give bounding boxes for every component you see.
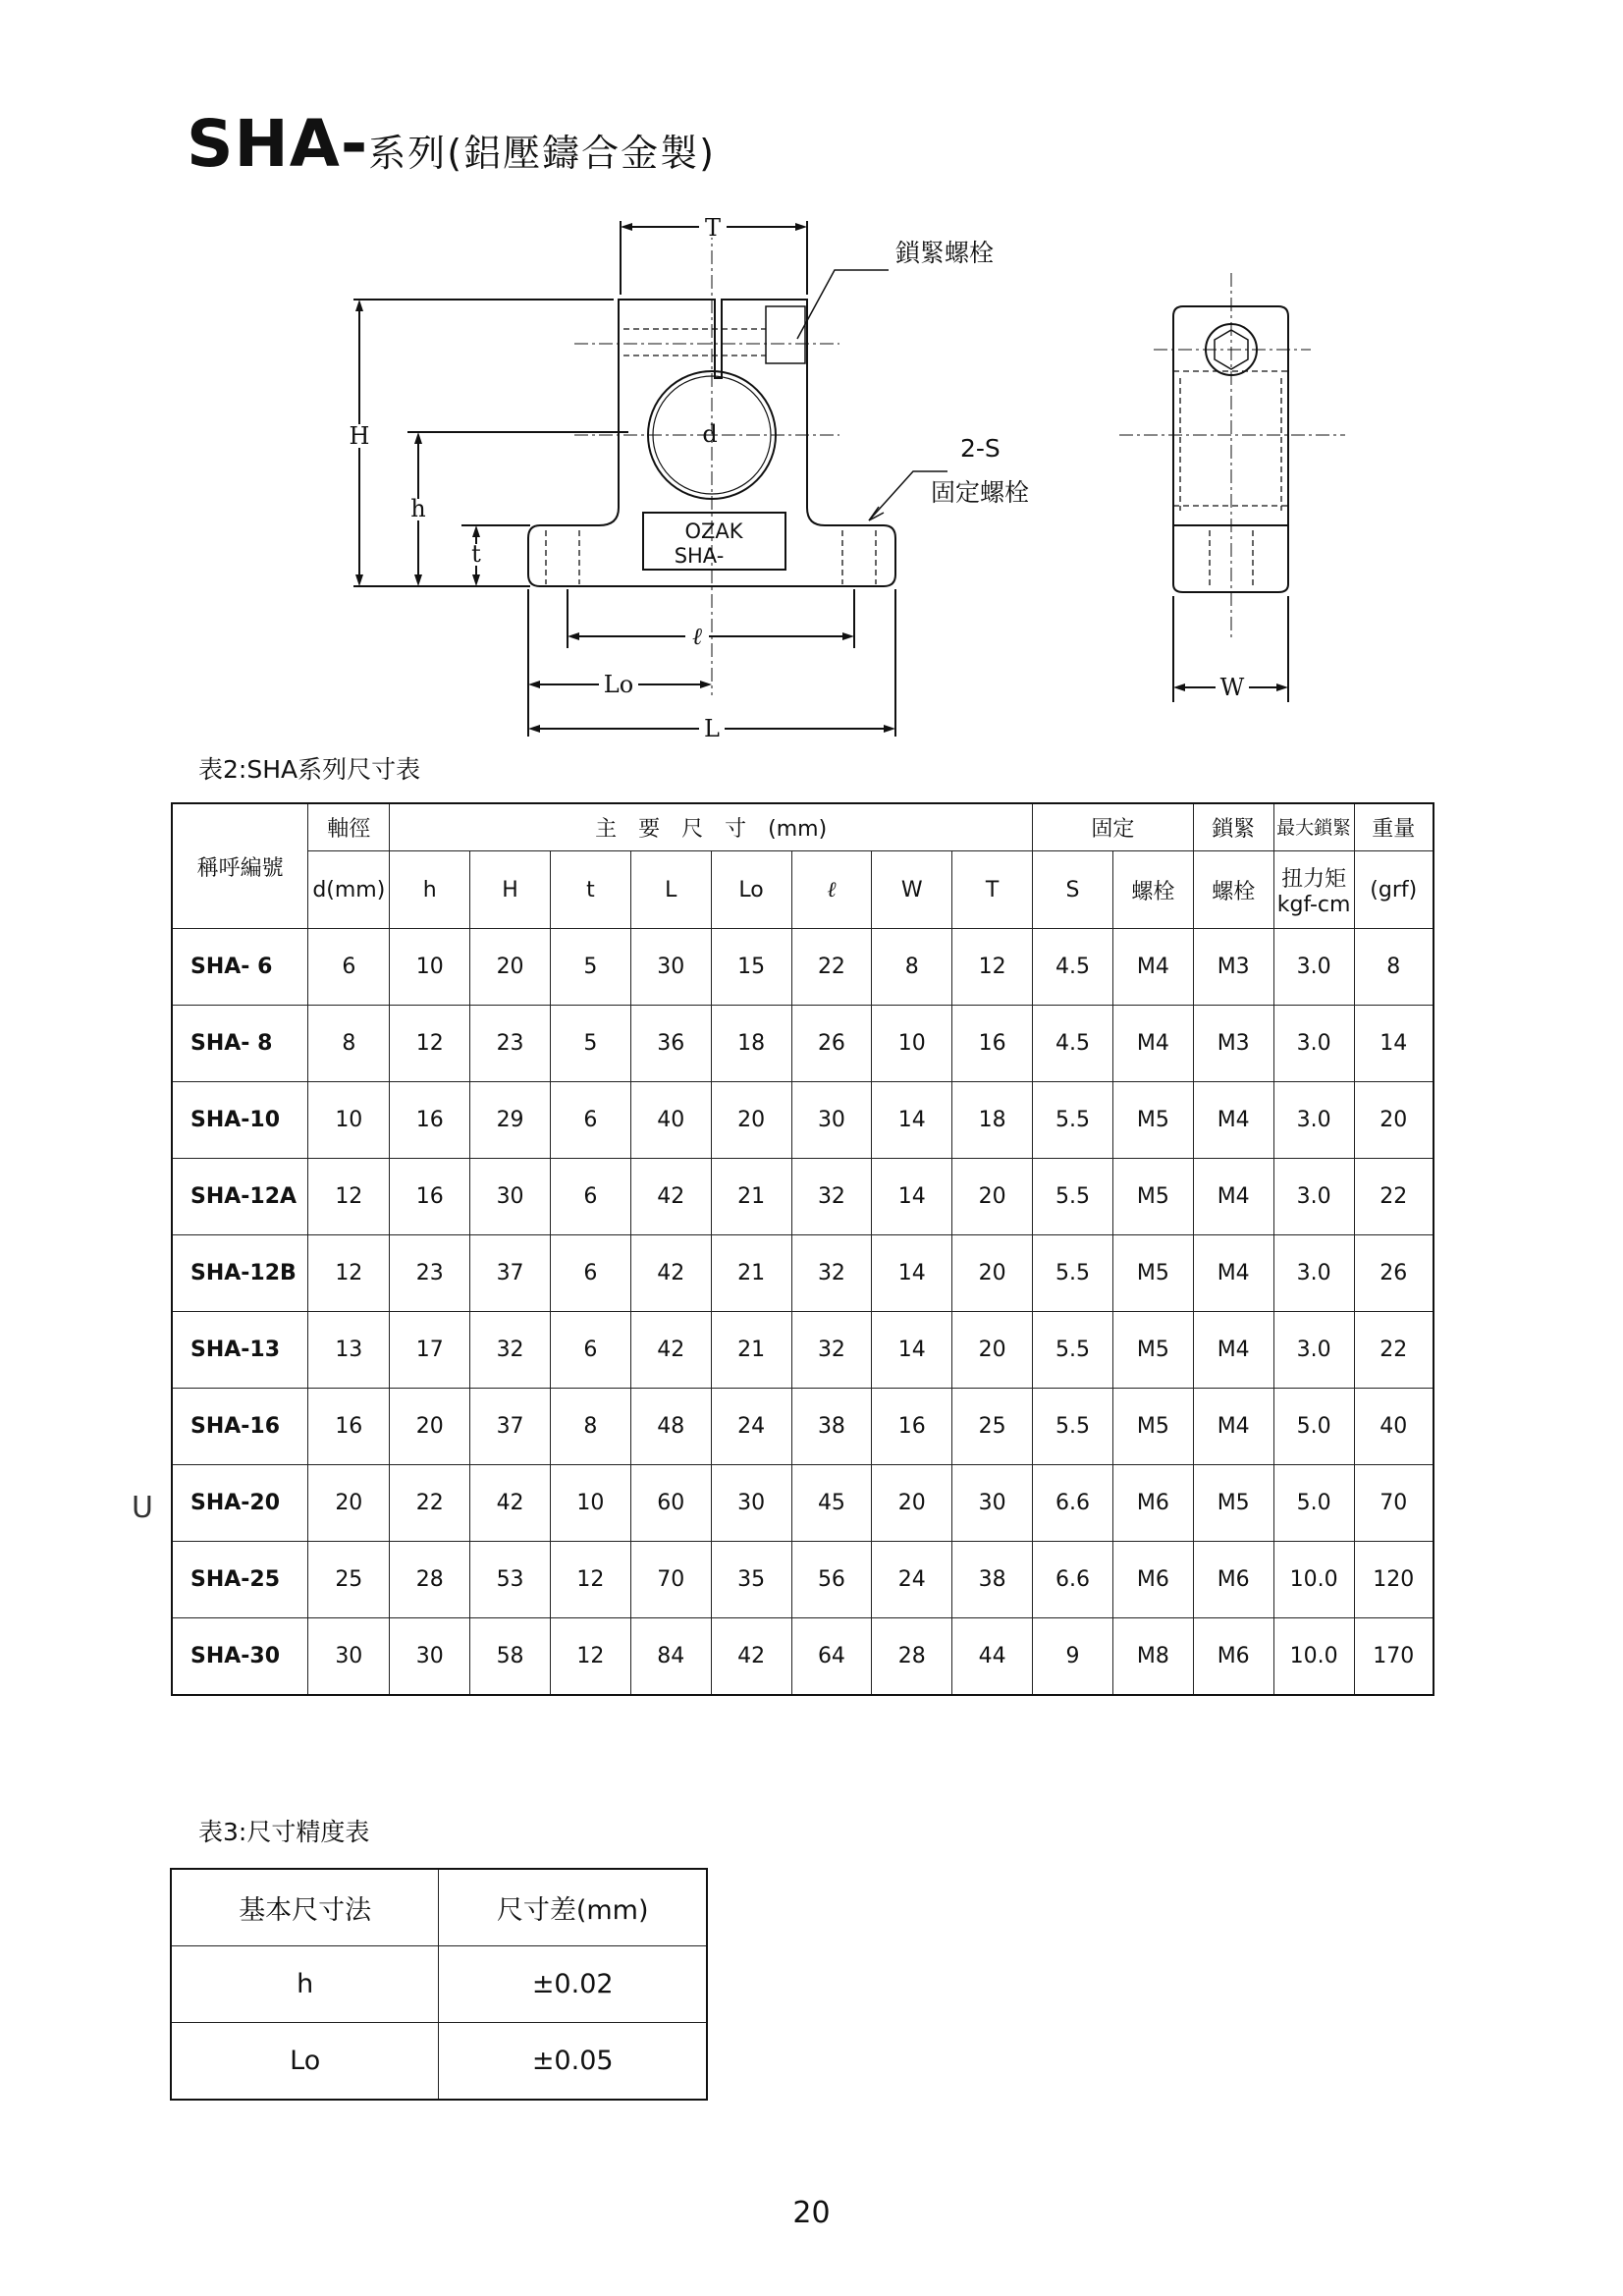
header-col: ℓ bbox=[791, 851, 872, 929]
dim-label-h: h bbox=[410, 495, 426, 522]
table-cell: 70 bbox=[630, 1542, 711, 1618]
table-cell: M6 bbox=[1112, 1542, 1193, 1618]
model-code-cell: SHA-13 bbox=[172, 1312, 308, 1389]
series-name: SHA- bbox=[187, 106, 369, 182]
dim-label-H: H bbox=[349, 422, 370, 450]
header-shaft-unit: d(mm) bbox=[308, 851, 390, 929]
table-cell: 32 bbox=[791, 1159, 872, 1235]
table-cell: 16 bbox=[390, 1082, 470, 1159]
table-cell: 120 bbox=[1354, 1542, 1434, 1618]
table-cell: 58 bbox=[470, 1618, 551, 1696]
tolerance-table bbox=[170, 1868, 708, 2101]
table-cell: 18 bbox=[952, 1082, 1033, 1159]
table-cell: 12 bbox=[308, 1159, 390, 1235]
table-cell: M8 bbox=[1112, 1618, 1193, 1696]
table-cell: M5 bbox=[1112, 1235, 1193, 1312]
table-row bbox=[172, 1082, 1434, 1159]
header-col: 螺栓 bbox=[1193, 851, 1273, 929]
table-cell: 3.0 bbox=[1273, 929, 1354, 1006]
table-row bbox=[172, 1235, 1434, 1312]
model-code-cell: SHA-20 bbox=[172, 1465, 308, 1542]
header-torque bbox=[1273, 851, 1354, 929]
table-cell: 25 bbox=[308, 1542, 390, 1618]
table-cell: M3 bbox=[1193, 929, 1273, 1006]
table-row bbox=[172, 1542, 1434, 1618]
table-cell: 6.6 bbox=[1033, 1542, 1113, 1618]
table-cell: 30 bbox=[952, 1465, 1033, 1542]
table-cell: M4 bbox=[1112, 929, 1193, 1006]
table-cell: 20 bbox=[390, 1389, 470, 1465]
table-row bbox=[172, 1618, 1434, 1696]
table-cell: 5 bbox=[550, 929, 630, 1006]
model-code-cell: SHA-16 bbox=[172, 1389, 308, 1465]
dim-label-l: ℓ bbox=[692, 623, 702, 650]
table-cell: 22 bbox=[1354, 1312, 1434, 1389]
table-cell: M5 bbox=[1112, 1389, 1193, 1465]
model-code-cell: SHA- 8 bbox=[172, 1006, 308, 1082]
lock-bolt-label: 鎖緊螺栓 bbox=[895, 239, 995, 267]
table-cell: 40 bbox=[1354, 1389, 1434, 1465]
table-cell: M5 bbox=[1112, 1082, 1193, 1159]
model-label: SHA- bbox=[674, 544, 725, 568]
header-col: S bbox=[1033, 851, 1113, 929]
table-cell: 9 bbox=[1033, 1618, 1113, 1696]
table-cell: 5.5 bbox=[1033, 1082, 1113, 1159]
table-cell: 42 bbox=[470, 1465, 551, 1542]
table-cell: 10 bbox=[550, 1465, 630, 1542]
table-cell: 21 bbox=[711, 1159, 791, 1235]
table-cell: 42 bbox=[711, 1618, 791, 1696]
tolerance-cell: h bbox=[171, 1946, 439, 2023]
table-cell: 10 bbox=[390, 929, 470, 1006]
table-cell: 14 bbox=[872, 1159, 952, 1235]
table-cell: 32 bbox=[791, 1312, 872, 1389]
table-cell: 5 bbox=[550, 1006, 630, 1082]
table-cell: 8 bbox=[872, 929, 952, 1006]
brand-label: OZAK bbox=[684, 519, 743, 543]
table-cell: 38 bbox=[791, 1389, 872, 1465]
table-cell: 42 bbox=[630, 1312, 711, 1389]
table-cell: 30 bbox=[470, 1159, 551, 1235]
table-cell: 40 bbox=[630, 1082, 711, 1159]
table-cell: 30 bbox=[791, 1082, 872, 1159]
handwritten-mark: ᑌ bbox=[132, 1491, 153, 1525]
table-cell: 5.0 bbox=[1273, 1465, 1354, 1542]
table-row bbox=[172, 1312, 1434, 1389]
table-cell: 4.5 bbox=[1033, 929, 1113, 1006]
table-cell: 21 bbox=[711, 1312, 791, 1389]
model-code-cell: SHA-12A bbox=[172, 1159, 308, 1235]
table-cell: 64 bbox=[791, 1618, 872, 1696]
table-cell: 12 bbox=[308, 1235, 390, 1312]
table-cell: 6.6 bbox=[1033, 1465, 1113, 1542]
table-cell: 6 bbox=[550, 1082, 630, 1159]
tolerance-header: 尺寸差(mm) bbox=[439, 1869, 707, 1946]
table-cell: 8 bbox=[550, 1389, 630, 1465]
table-cell: 8 bbox=[1354, 929, 1434, 1006]
page-number: 20 bbox=[792, 2196, 831, 2230]
tolerance-cell: ±0.05 bbox=[439, 2023, 707, 2101]
table2-caption: 表2:SHA系列尺寸表 bbox=[198, 755, 421, 784]
header-lock: 鎖緊 bbox=[1193, 803, 1273, 851]
dim-label-Lo: Lo bbox=[603, 671, 634, 698]
tolerance-cell: Lo bbox=[171, 2023, 439, 2101]
header-col: L bbox=[630, 851, 711, 929]
table-cell: 20 bbox=[952, 1312, 1033, 1389]
technical-drawing bbox=[334, 201, 1355, 751]
table-cell: M6 bbox=[1112, 1465, 1193, 1542]
dimension-table bbox=[171, 802, 1434, 1696]
table-cell: 20 bbox=[711, 1082, 791, 1159]
table-cell: 3.0 bbox=[1273, 1312, 1354, 1389]
table-cell: 42 bbox=[630, 1159, 711, 1235]
table-cell: 30 bbox=[390, 1618, 470, 1696]
table-cell: 42 bbox=[630, 1235, 711, 1312]
tolerance-header: 基本尺寸法 bbox=[171, 1869, 439, 1946]
torque-unit: kgf-cm bbox=[1276, 893, 1351, 917]
table-cell: 24 bbox=[711, 1389, 791, 1465]
table-cell: 23 bbox=[470, 1006, 551, 1082]
header-weight-unit: (grf) bbox=[1354, 851, 1434, 929]
header-col: h bbox=[390, 851, 470, 929]
header-fix: 固定 bbox=[1033, 803, 1194, 851]
table-cell: 53 bbox=[470, 1542, 551, 1618]
table-cell: 30 bbox=[711, 1465, 791, 1542]
table-cell: 38 bbox=[952, 1542, 1033, 1618]
table-cell: 84 bbox=[630, 1618, 711, 1696]
table-cell: 24 bbox=[872, 1542, 952, 1618]
table-cell: 10 bbox=[308, 1082, 390, 1159]
table-row bbox=[172, 1465, 1434, 1542]
table-cell: 48 bbox=[630, 1389, 711, 1465]
table-cell: M4 bbox=[1193, 1159, 1273, 1235]
table-cell: 3.0 bbox=[1273, 1159, 1354, 1235]
table-cell: 22 bbox=[390, 1465, 470, 1542]
page-title bbox=[187, 106, 716, 188]
table-cell: 26 bbox=[1354, 1235, 1434, 1312]
table-cell: 16 bbox=[390, 1159, 470, 1235]
header-weight: 重量 bbox=[1354, 803, 1434, 851]
table-cell: 15 bbox=[711, 929, 791, 1006]
table-cell: 56 bbox=[791, 1542, 872, 1618]
table-cell: 14 bbox=[872, 1082, 952, 1159]
table-cell: 5.5 bbox=[1033, 1389, 1113, 1465]
table-cell: M5 bbox=[1193, 1465, 1273, 1542]
tolerance-cell: ±0.02 bbox=[439, 1946, 707, 2023]
table-cell: 4.5 bbox=[1033, 1006, 1113, 1082]
table-cell: M5 bbox=[1112, 1312, 1193, 1389]
table-row bbox=[172, 1389, 1434, 1465]
table-cell: 3.0 bbox=[1273, 1082, 1354, 1159]
table-cell: 13 bbox=[308, 1312, 390, 1389]
table-cell: 5.5 bbox=[1033, 1159, 1113, 1235]
table-cell: 22 bbox=[791, 929, 872, 1006]
dim-label-L: L bbox=[704, 715, 720, 742]
table-cell: 5.0 bbox=[1273, 1389, 1354, 1465]
table-cell: 6 bbox=[308, 929, 390, 1006]
two-s-label: 2-S bbox=[960, 434, 1001, 463]
table-cell: 20 bbox=[470, 929, 551, 1006]
header-shaft: 軸徑 bbox=[308, 803, 390, 851]
table-cell: 37 bbox=[470, 1389, 551, 1465]
table-cell: 17 bbox=[390, 1312, 470, 1389]
header-max-lock: 最大鎖緊 bbox=[1273, 803, 1354, 851]
table-cell: 170 bbox=[1354, 1618, 1434, 1696]
table-cell: 6 bbox=[550, 1312, 630, 1389]
table-cell: 14 bbox=[872, 1312, 952, 1389]
table-cell: 5.5 bbox=[1033, 1235, 1113, 1312]
table-cell: 3.0 bbox=[1273, 1235, 1354, 1312]
table-cell: 37 bbox=[470, 1235, 551, 1312]
table-cell: 28 bbox=[390, 1542, 470, 1618]
table-cell: 20 bbox=[952, 1159, 1033, 1235]
model-code-cell: SHA-30 bbox=[172, 1618, 308, 1696]
table-cell: 29 bbox=[470, 1082, 551, 1159]
table-cell: 12 bbox=[550, 1542, 630, 1618]
table-cell: 16 bbox=[308, 1389, 390, 1465]
table-cell: M6 bbox=[1193, 1618, 1273, 1696]
table-cell: 70 bbox=[1354, 1465, 1434, 1542]
table-cell: 20 bbox=[952, 1235, 1033, 1312]
table-cell: 28 bbox=[872, 1618, 952, 1696]
table-cell: 26 bbox=[791, 1006, 872, 1082]
table-cell: 6 bbox=[550, 1235, 630, 1312]
header-col: H bbox=[470, 851, 551, 929]
table-cell: 32 bbox=[791, 1235, 872, 1312]
table-cell: 22 bbox=[1354, 1159, 1434, 1235]
table-cell: 6 bbox=[550, 1159, 630, 1235]
header-main-dims: 主 要 尺 寸 (mm) bbox=[390, 803, 1033, 851]
torque-label: 扭力矩 bbox=[1281, 867, 1347, 892]
model-code-cell: SHA-10 bbox=[172, 1082, 308, 1159]
dim-label-W: W bbox=[1219, 674, 1245, 701]
table-cell: M4 bbox=[1193, 1082, 1273, 1159]
table-cell: 45 bbox=[791, 1465, 872, 1542]
table-cell: 16 bbox=[872, 1389, 952, 1465]
table-cell: 12 bbox=[550, 1618, 630, 1696]
table-cell: 44 bbox=[952, 1618, 1033, 1696]
header-col: 螺栓 bbox=[1112, 851, 1193, 929]
dim-label-t: t bbox=[471, 540, 481, 568]
table-cell: 14 bbox=[872, 1235, 952, 1312]
dim-label-T: T bbox=[704, 214, 722, 242]
table-cell: M4 bbox=[1193, 1389, 1273, 1465]
table3-caption: 表3:尺寸精度表 bbox=[198, 1818, 370, 1846]
table-cell: 32 bbox=[470, 1312, 551, 1389]
header-col: t bbox=[550, 851, 630, 929]
table-cell: 30 bbox=[630, 929, 711, 1006]
header-col: T bbox=[952, 851, 1033, 929]
table-cell: M6 bbox=[1193, 1542, 1273, 1618]
table-cell: 12 bbox=[952, 929, 1033, 1006]
table-cell: 60 bbox=[630, 1465, 711, 1542]
table-cell: 16 bbox=[952, 1006, 1033, 1082]
table-cell: M5 bbox=[1112, 1159, 1193, 1235]
header-name: 稱呼編號 bbox=[172, 803, 308, 929]
table-cell: 30 bbox=[308, 1618, 390, 1696]
header-col: Lo bbox=[711, 851, 791, 929]
table-cell: 21 bbox=[711, 1235, 791, 1312]
table-cell: M4 bbox=[1193, 1235, 1273, 1312]
table-row bbox=[172, 1159, 1434, 1235]
table-cell: 10 bbox=[872, 1006, 952, 1082]
table-cell: M4 bbox=[1112, 1006, 1193, 1082]
dim-label-d: d bbox=[702, 420, 718, 448]
header-col: W bbox=[872, 851, 952, 929]
table-cell: M3 bbox=[1193, 1006, 1273, 1082]
table-cell: 18 bbox=[711, 1006, 791, 1082]
series-subtitle: 系列(鋁壓鑄合金製) bbox=[368, 132, 716, 175]
table-cell: 20 bbox=[872, 1465, 952, 1542]
table-row bbox=[172, 1006, 1434, 1082]
model-code-cell: SHA-12B bbox=[172, 1235, 308, 1312]
table-cell: 5.5 bbox=[1033, 1312, 1113, 1389]
table-cell: 8 bbox=[308, 1006, 390, 1082]
table-cell: 20 bbox=[308, 1465, 390, 1542]
model-code-cell: SHA- 6 bbox=[172, 929, 308, 1006]
table-cell: 10.0 bbox=[1273, 1618, 1354, 1696]
table-cell: 3.0 bbox=[1273, 1006, 1354, 1082]
table-cell: 12 bbox=[390, 1006, 470, 1082]
table-cell: 20 bbox=[1354, 1082, 1434, 1159]
table-cell: 23 bbox=[390, 1235, 470, 1312]
table-cell: 36 bbox=[630, 1006, 711, 1082]
table-cell: 35 bbox=[711, 1542, 791, 1618]
table-row bbox=[172, 929, 1434, 1006]
fix-bolt-label: 固定螺栓 bbox=[931, 478, 1030, 507]
model-code-cell: SHA-25 bbox=[172, 1542, 308, 1618]
table-cell: 14 bbox=[1354, 1006, 1434, 1082]
table-cell: M4 bbox=[1193, 1312, 1273, 1389]
table-cell: 10.0 bbox=[1273, 1542, 1354, 1618]
table-cell: 25 bbox=[952, 1389, 1033, 1465]
